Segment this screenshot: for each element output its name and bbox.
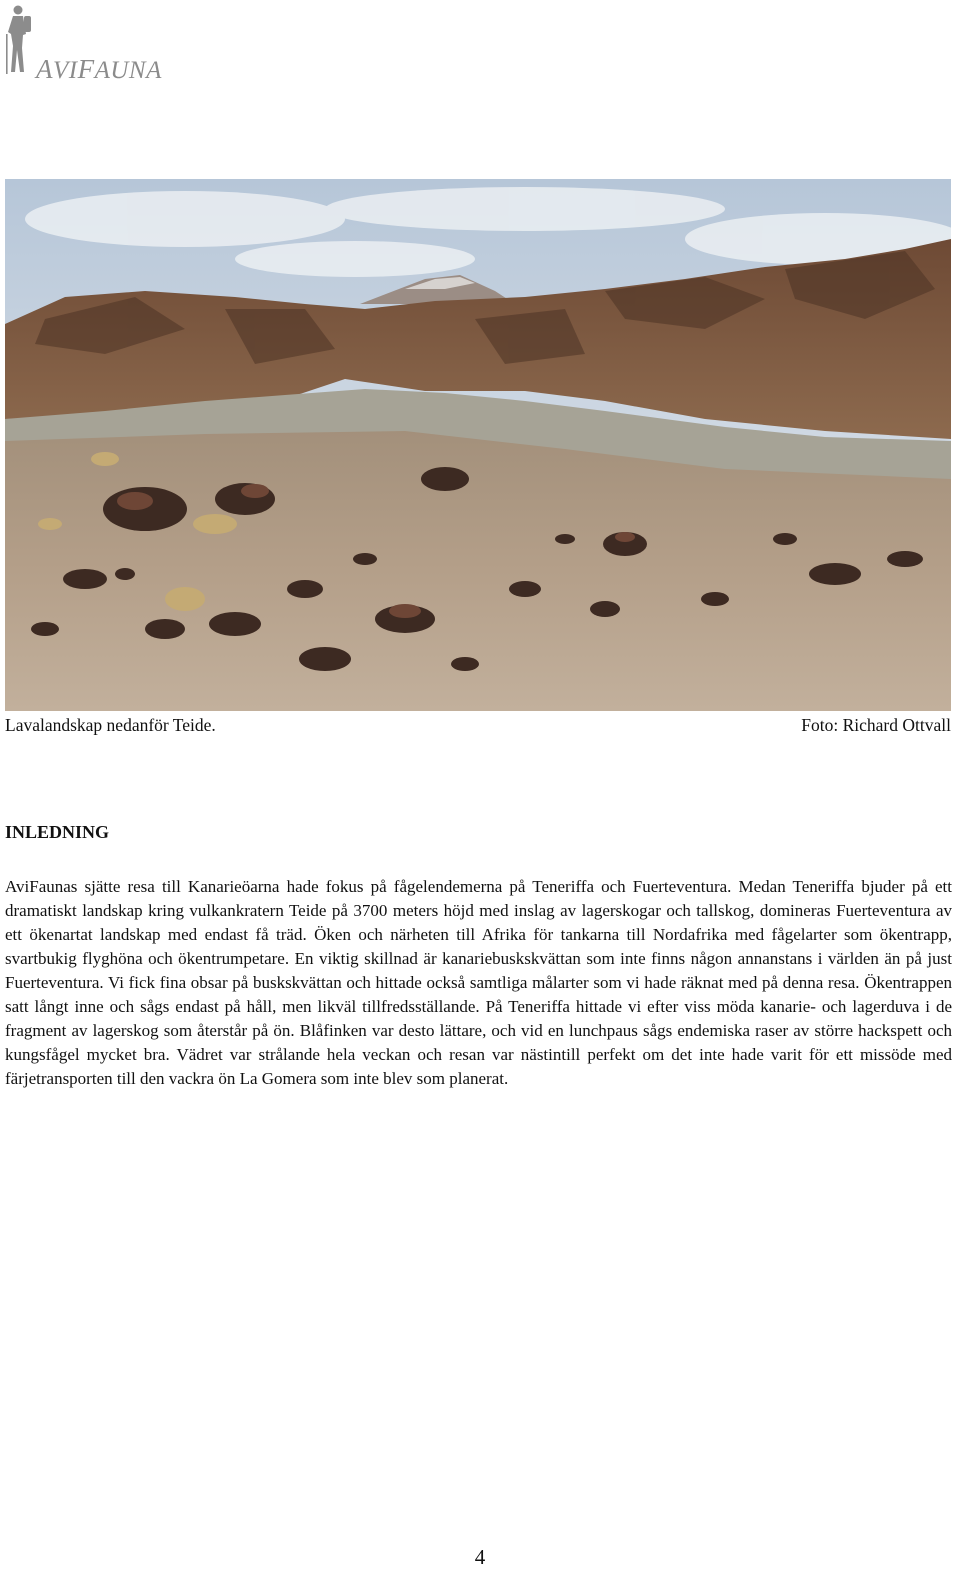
photo-caption [5, 712, 951, 738]
photo-credit: Foto: Richard Ottvall [801, 715, 951, 735]
section-heading: INLEDNING [5, 822, 110, 842]
hiker-silhouette-icon [4, 4, 34, 76]
landscape-photo [5, 179, 951, 711]
section-body: AviFaunas sjätte resa till Kanarieöarna hade fokus på fågelendemerna på Teneriffa och Fuerteventura. Medan Teneriffa bjuder på ett dramatiskt landskap kring vulkankratern Teide på 3700 meters höjd med inslag av lagerskogar och tallskog, domineras Fuerteventura av ett ökenartat landskap med endast få träd. Öken och närheten till Afrika för tankarna till Nordafrika med fågelarter som ökentrapp, svartbukig flyghöna och ökentrumpetare. En viktig skillnad är kanariebuskskvättan som inte finns någon annanstans i världen än på just Fuerteventura. Vi fick fina obsar på buskskvättan och hittade också samtliga målarter som vi hade räknat med på denna resa. Ökentrappen satt långt inne och sågs endast på håll, men likväl tillfredsställande. På Teneriffa hittade vi efter viss möda kanarie- och lagerduva i de fragment av lagerskog som återstår på ön. Blåfinken var desto lättare, och vid en lunchpaus sågs endemiska raser av större hackspett och kungsfågel mycket bra. Vädret var strålande hela veckan och resan var nästintill perfekt om det inte hade varit för ett missöde med färjetransporten till den vackra ön La Gomera som inte blev som planerat. [5, 877, 952, 1088]
avifauna-logo [4, 4, 179, 82]
page-number: 4 [474, 1545, 486, 1569]
logo-wordmark: AVIFAUNA [36, 54, 162, 84]
caption-text: Lavalandskap nedanför Teide. [5, 715, 216, 735]
